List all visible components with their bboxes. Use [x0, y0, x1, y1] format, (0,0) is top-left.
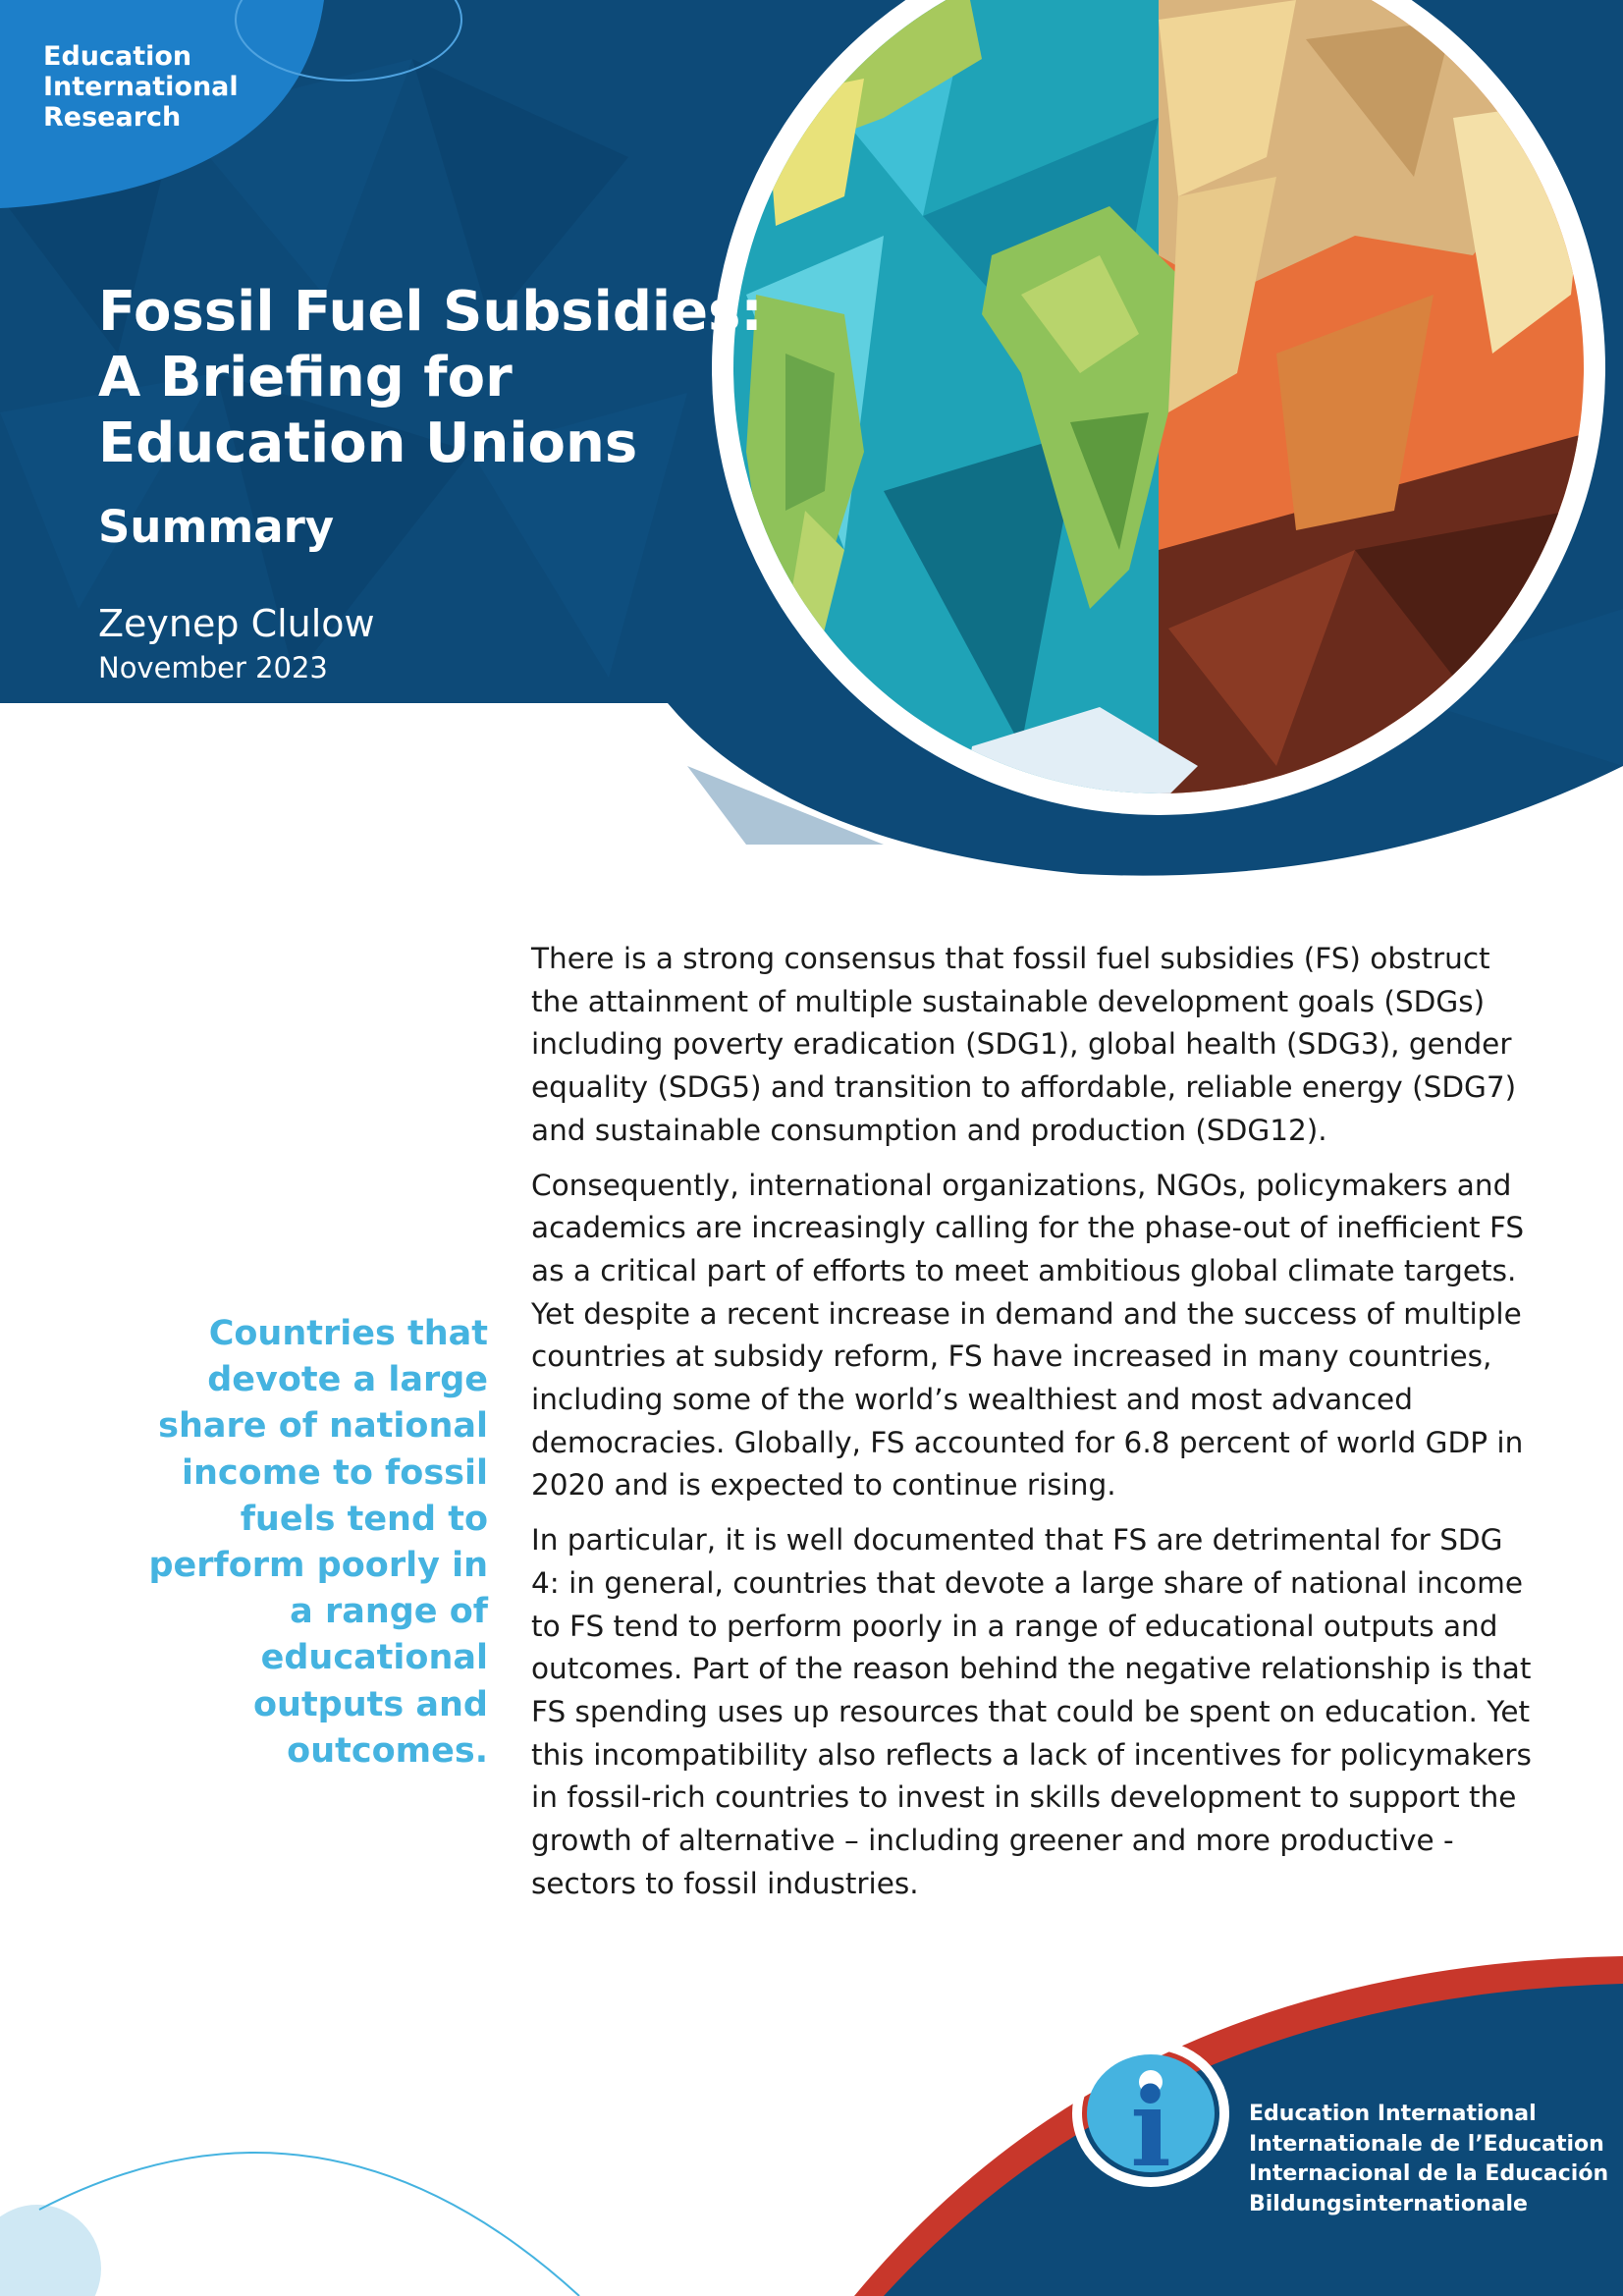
org-name-fr: Internationale de l’Education: [1249, 2131, 1604, 2157]
series-label-line: International: [43, 72, 239, 102]
series-label-line: Education: [43, 41, 192, 72]
body-paragraph: There is a strong consensus that fossil fuel subsidies (FS) obstruct the attainment of multiple sustainable development goals (SDGs) including poverty eradication (SDG1), global health (SDG3), gender equality (SDG5) and transition to affordable, reliable energy (SDG7) and sustainable consumption and production (SDG12).: [531, 942, 1517, 1147]
author-name: Zeynep Clulow: [98, 602, 375, 645]
report-subtitle: Summary: [98, 501, 335, 553]
logo-letter: i: [1130, 2064, 1171, 2191]
series-label: [43, 41, 239, 133]
organization-names: [1249, 2100, 1608, 2219]
footer-outline-arc: [39, 2153, 579, 2296]
org-name-en: Education International: [1249, 2102, 1537, 2126]
title-line: A Briefing for: [98, 346, 513, 410]
body-paragraph: In particular, it is well documented that FS are detrimental for SDG 4: in general, countries that devote a large share of national income to FS tend to perform poorly in a range of educational outputs and outcomes. Part of the reason behind the negative relationship is that FS spending uses up resources that could be spent on education. Yet this incompatibility also reflects a lack of incentives for policymakers in fossil-rich countries to invest in skills development to support the growth of alternative – including greener and more productive - sectors to fossil industries.: [531, 1523, 1532, 1900]
series-label-line: Research: [43, 102, 182, 133]
body-text: [531, 938, 1533, 1917]
publication-date: November 2023: [98, 651, 328, 684]
body-paragraph: Consequently, international organizations, NGOs, policymakers and academics are increasingly calling for the phase-out of inefficient FS as a critical part of efforts to meet ambitious global climate targets. Yet despite a recent increase in demand and the success of multiple countries at subsidy reform, FS have increased in many countries, including some of the world’s wealthiest and most advanced democracies. Globally, FS accounted for 6.8 percent of world GDP in 2020 and is expected to continue rising.: [531, 1168, 1525, 1503]
report-title: [98, 279, 763, 476]
title-line: Fossil Fuel Subsidies:: [98, 280, 763, 344]
org-name-de: Bildungsinternationale: [1249, 2191, 1528, 2216]
footer-light-circle: [0, 2205, 101, 2296]
pull-quote: Countries that devote a large share of national income to fossil fuels tend to perform poorly in a range of educational outputs and outcomes.: [148, 1314, 488, 1771]
org-name-es: Internacional de la Educación: [1249, 2161, 1609, 2186]
title-line: Education Unions: [98, 411, 638, 475]
